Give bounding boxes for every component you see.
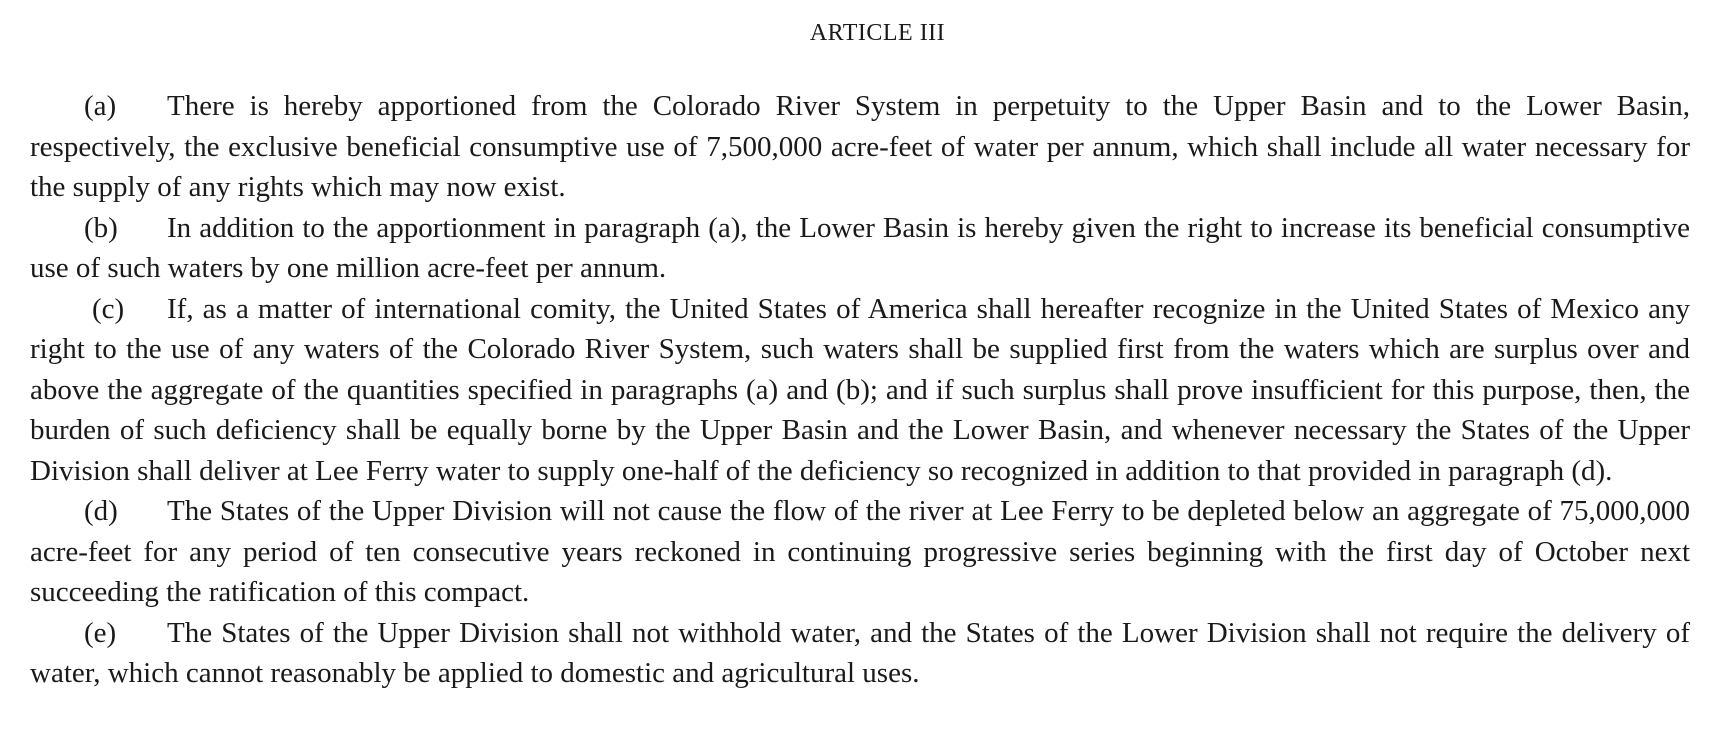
paragraph-a [30,86,1690,208]
paragraph-marker: (d) [84,495,118,527]
paragraph-marker: (e) [84,616,117,649]
paragraph-marker: (a) [84,90,117,122]
paragraph-text: In addition to the apportionment in paragraph (a), the Lower Basin is hereby given the right to increase its beneficial consumptive use of such waters by one million acre-feet per annum. [30,211,1690,284]
paragraph-text: The States of the Upper Division will not cause the flow of the river at Lee Ferry to be depleted below an aggregate of 75,000,000 acre-feet for any period of ten consecutive years reckoned in continuing progressive series beginning with the first day of October next succeeding the ratification of this compact. [30,495,1690,608]
paragraph-b [30,208,1690,289]
paragraph-c [30,289,1690,492]
paragraph-text: There is hereby apportioned from the Colorado River System in perpetuity to the Upper Basin and to the Lower Basin, respectively, the exclusive beneficial consumptive use of 7,500,000 acre-feet of water per annum, which shall include all water necessary for the supply of any rights which may now exist. [30,90,1690,203]
paragraph-text: The States of the Upper Division shall not withhold water, and the States of the Lower Division shall not require the delivery of water, which cannot reasonably be applied to domestic and agricultural uses. [30,616,1690,689]
document-page [30,0,1690,694]
paragraph-e [30,613,1690,694]
article-heading: ARTICLE III [809,20,946,46]
paragraph-marker: (b) [84,211,118,244]
paragraph-d [30,491,1690,613]
paragraph-marker: (c) [92,292,125,325]
article-body [30,86,1690,694]
paragraph-text: If, as a matter of international comity, the United States of America shall hereafter recognize in the United States of Mexico any right to the use of any waters of the Colorado River System, such waters shall be supplied first from the waters which are surplus over and above the aggregate of the quantities specified in paragraphs (a) and (b); and if such surplus shall prove insufficient for this purpose, then, the burden of such deficiency shall be equally borne by the Upper Basin and the Lower Basin, and whenever necessary the States of the Upper Division shall deliver at Lee Ferry water to supply one-half of the deficiency so recognized in addition to that provided in paragraph (d). [30,292,1690,487]
